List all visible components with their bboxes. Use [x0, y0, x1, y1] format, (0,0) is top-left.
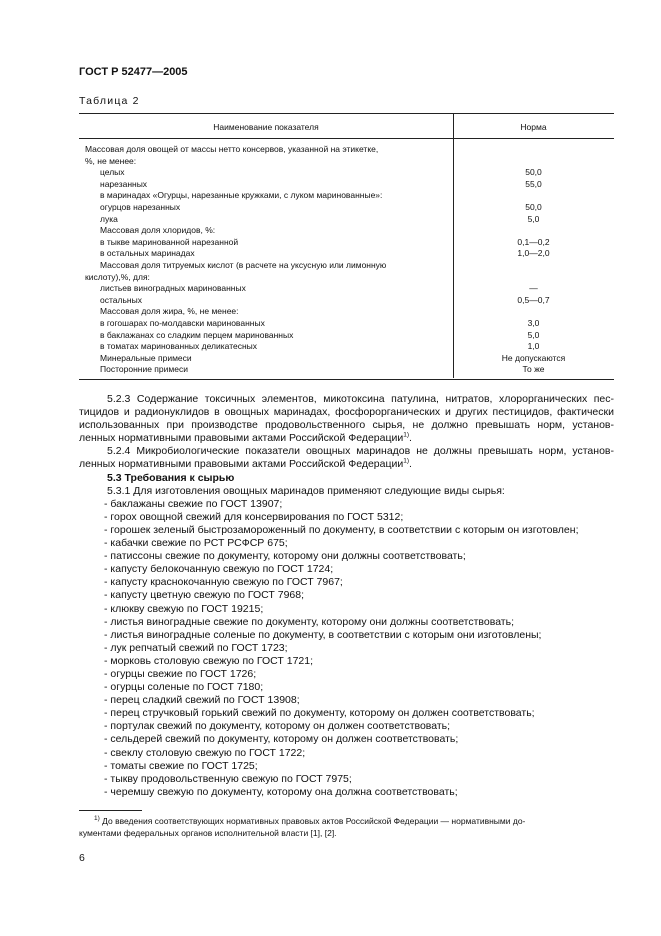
- list-item: - капусту белокочанную свежую по ГОСТ 1724;: [104, 563, 334, 576]
- list-item: - огурцы соленые по ГОСТ 7180;: [104, 681, 264, 694]
- list-item: - листья виноградные соленые по документу, в соответствии с которым они изготовлены;: [104, 628, 542, 641]
- indicator-name-cell: огурцов нарезанных: [100, 202, 181, 212]
- list-item: - свеклу столовую свежую по ГОСТ 1722;: [104, 746, 306, 759]
- table-row: [85, 225, 614, 236]
- indicator-name-cell: Минеральные примеси: [100, 352, 192, 363]
- table-row: [85, 167, 614, 178]
- paragraph-5-2-3-line: использованных при производстве продовольственного сырья, не должно превышать норм, установ-: [79, 419, 614, 432]
- indicator-name-cell: в баклажанах со сладким перцем маринованных: [100, 329, 294, 340]
- table-header-norm: Норма: [520, 122, 547, 132]
- indicator-name-cell: в остальных маринадах: [100, 248, 195, 259]
- indicator-name-cell: в томатах маринованных деликатесных: [100, 341, 258, 352]
- indicator-name-cell: Массовая доля жира, %, не менее:: [100, 306, 239, 317]
- indicator-name-cell: листьев виноградных маринованных: [100, 283, 246, 294]
- list-item: - сельдерей свежий по документу, которому он должен соответствовать;: [104, 733, 459, 746]
- indicator-name-cell: целых: [100, 167, 125, 178]
- footnote-mark: 1): [94, 815, 100, 823]
- table-row: [85, 318, 614, 329]
- page-number: 6: [79, 852, 85, 864]
- norm-cell: 5,0: [527, 329, 540, 340]
- list-item: - горошек зеленый быстрозамороженный по документу, в соответствии с которым он изготовлен;: [104, 523, 579, 536]
- paragraph-5-2-4-line: 5.2.4 Микробиологические показатели овощных маринадов не должны превышать норм, установ-: [107, 445, 614, 458]
- indicator-name-cell: кислоту),%, для:: [85, 271, 150, 282]
- list-item: - томаты свежие по ГОСТ 1725;: [104, 759, 258, 772]
- norm-cell: 0,5—0,7: [517, 294, 550, 305]
- list-item: - патиссоны свежие по документу, которому они должны соответствовать;: [104, 550, 466, 563]
- list-item: - перец сладкий свежий по ГОСТ 13908;: [104, 694, 300, 707]
- norm-cell: 0,1—0,2: [517, 236, 550, 247]
- table-row: [85, 272, 614, 283]
- table-header-name: Наименование показателя: [213, 122, 319, 132]
- table-row: [85, 237, 614, 248]
- table-row: [85, 156, 614, 167]
- list-item: - портулак свежий по документу, которому он должен соответствовать;: [104, 720, 451, 733]
- list-item: - перец стручковый горький свежий по документу, которому он должен соответствовать;: [104, 707, 535, 720]
- table-row: [85, 306, 614, 317]
- table-row: [85, 283, 614, 294]
- main-text: [79, 393, 614, 799]
- norm-cell: 55,0: [525, 178, 542, 189]
- footnote-ref: 1): [403, 457, 410, 465]
- paragraph-5-3-1: 5.3.1 Для изготовления овощных маринадов применяют следующие виды сырья:: [107, 484, 505, 497]
- norm-cell: Не допускаются: [501, 352, 566, 363]
- footnote-text: До введения соответствующих нормативных правовых актов Российской Федерации — нормативными до-: [99, 816, 526, 826]
- indicator-name-cell: остальных: [100, 294, 142, 305]
- indicator-name-cell: %, не менее:: [85, 155, 137, 166]
- list-item: - баклажаны свежие по ГОСТ 13907;: [104, 497, 283, 510]
- table-row: [85, 190, 614, 201]
- table-row: [85, 202, 614, 213]
- footnote-ref: 1): [403, 431, 410, 439]
- indicator-name-cell: в маринадах «Огурцы, нарезанные кружками, с луком маринованные»:: [100, 190, 383, 201]
- indicator-name-cell: Массовая доля хлоридов, %:: [100, 225, 216, 236]
- table-row: [85, 144, 614, 155]
- norm-cell: 50,0: [525, 167, 542, 178]
- norm-cell: 1,0—2,0: [517, 248, 550, 259]
- indicator-name-cell: в гогошарах по-молдавски маринованных: [100, 318, 265, 328]
- norm-cell: —: [529, 283, 538, 294]
- paragraph-5-2-3-line: 5.2.3 Содержание токсичных элементов, микотоксина патулина, нитратов, хлорорганических пес-: [107, 393, 614, 405]
- document-header: ГОСТ Р 52477—2005: [79, 66, 188, 78]
- indicator-name-cell: лука: [100, 213, 118, 224]
- footnote-separator: [79, 810, 142, 811]
- indicator-name-cell: в тыкве маринованной нарезанной: [100, 236, 239, 247]
- indicator-name-cell: Массовая доля титруемых кислот (в расчете на уксусную или лимонную: [100, 260, 387, 270]
- list-item: - лук репчатый свежий по ГОСТ 1723;: [104, 641, 288, 654]
- raw-materials-list: [79, 498, 614, 799]
- table-row: [85, 260, 614, 271]
- list-item: - листья виноградные свежие по документу, которому они должны соответствовать;: [104, 615, 515, 628]
- paragraph-5-2-3-line: тицидов и радионуклидов в овощных маринадах, фосфорорганических и других пестицидов, фактически: [79, 406, 614, 419]
- table-row: [85, 364, 614, 375]
- section-heading-5-3: 5.3 Требования к сырью: [107, 471, 235, 484]
- table-header-separator: [79, 138, 614, 139]
- list-item: - клюкву свежую по ГОСТ 19215;: [104, 602, 264, 615]
- list-item: - морковь столовую свежую по ГОСТ 1721;: [104, 654, 314, 667]
- table-row: [85, 330, 614, 341]
- norm-cell: 50,0: [525, 202, 542, 212]
- list-item: - кабачки свежие по РСТ РСФСР 675;: [104, 537, 288, 550]
- table-row: [85, 353, 614, 364]
- list-item: - капусту цветную свежую по ГОСТ 7968;: [104, 589, 305, 602]
- table-row: [85, 248, 614, 259]
- list-item: - капусту краснокочанную свежую по ГОСТ 7967;: [104, 576, 343, 589]
- footnote-text: кументами федеральных органов исполнительной власти [1], [2].: [79, 828, 337, 838]
- norm-cell: 1,0: [527, 341, 540, 352]
- indicator-name-cell: Массовая доля овощей от массы нетто консервов, указанной на этикетке,: [85, 144, 379, 154]
- list-item: - горох овощной свежий для консервирования по ГОСТ 5312;: [104, 510, 404, 523]
- table-row: [85, 214, 614, 225]
- norm-cell: 3,0: [527, 318, 540, 328]
- table-row: [85, 341, 614, 352]
- list-item: - огурцы свежие по ГОСТ 1726;: [104, 667, 257, 680]
- norm-cell: 5,0: [527, 213, 540, 224]
- norm-cell: То же: [522, 364, 545, 375]
- list-item: - тыкву продовольственную свежую по ГОСТ 7975;: [104, 772, 352, 785]
- footnote: [79, 815, 614, 839]
- table-caption: Таблица 2: [79, 95, 140, 107]
- table-row: [85, 179, 614, 190]
- indicator-name-cell: Посторонние примеси: [100, 364, 188, 375]
- list-item: - черемшу свежую по документу, которому она должна соответствовать;: [104, 785, 458, 798]
- paragraph-5-2-4-line: ленных нормативными правовыми актами Российской Федерации$^{1)}$.: [79, 457, 412, 471]
- paragraph-5-2-3-line: ленных нормативными правовыми актами Российской Федерации$^{1)}$.: [79, 431, 412, 445]
- indicator-name-cell: нарезанных: [100, 178, 148, 189]
- table-row: [85, 295, 614, 306]
